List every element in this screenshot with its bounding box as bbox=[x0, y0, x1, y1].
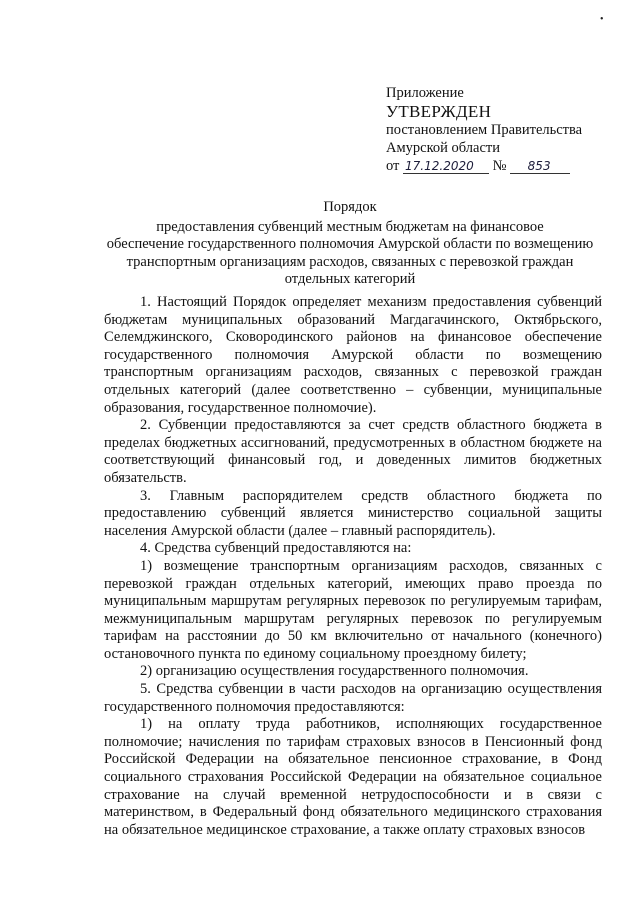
title-line-1: предоставления субвенций местным бюджетам на финансовое bbox=[156, 218, 544, 235]
approval-date: 17.12.2020 bbox=[403, 159, 489, 174]
paragraph: 1) возмещение транспортным организациям расходов, связанных с перевозкой граждан отдельных категорий, имеющих право проезда по муниципальным маршрутам регулярных перевозок по регулируемым тарифам, межмуниципальным маршрутам регулярных перевозок по регулируемым тарифам на расстоянии до 50 км включительно от начального (конечного) остановочного пункта по единому социальному проездному билету; bbox=[104, 557, 602, 662]
approval-block bbox=[386, 84, 582, 175]
paragraph: 1. Настоящий Порядок определяет механизм предоставления субвенций бюджетам муниципальных образований Магдагачинского, Октябрьского, Селемджинского, Сковородинского районов на финансовое обеспечение государственного полномочия Амурской области по возмещению транспортным организациям расходов, связанных с перевозкой граждан отдельных категорий (далее соответственно – субвенции, муниципальные образования, государственное полномочие). bbox=[104, 294, 602, 416]
paragraph: 2. Субвенции предоставляются за счет средств областного бюджета в пределах бюджетных ассигнований, предусмотренных в областном бюджете на соответствующий финансовый год, и доведенных лимитов бюджетных обязательств. bbox=[104, 417, 602, 486]
approval-approved: УТВЕРЖДЕН bbox=[386, 102, 492, 121]
approval-from-label: от bbox=[386, 158, 400, 174]
paragraph: 5. Средства субвенции в части расходов на организацию осуществления государственного полномочия предоставляются: bbox=[104, 681, 602, 715]
approval-number-label: № bbox=[492, 158, 507, 174]
approval-number: 853 bbox=[510, 159, 570, 174]
approval-date-row bbox=[386, 157, 582, 175]
title-line-4: отдельных категорий bbox=[284, 271, 416, 287]
title-line-2: обеспечение государственного полномочия Амурской области по возмещению bbox=[106, 236, 594, 252]
title-heading: Порядок bbox=[323, 199, 377, 215]
approval-appendix: Приложение bbox=[386, 85, 464, 101]
paragraph: 2) организацию осуществления государственного полномочия. bbox=[140, 663, 529, 680]
scan-mark: • bbox=[600, 14, 604, 25]
title-line-3: транспортным организациям расходов, связанных с перевозкой граждан bbox=[126, 253, 574, 270]
paragraph: 4. Средства субвенций предоставляются на: bbox=[140, 540, 412, 557]
paragraph: 1) на оплату труда работников, исполняющих государственное полномочие; начисления по тарифам страховых взносов в Пенсионный фонд Российской Федерации на обязательное пенсионное страхование, в Фонд социального страхования Российской Федерации на обязательное социальное страхование на случай временной нетрудоспособности и в связи с материнством, в Федеральный фонд обязательного медицинского страхования на обязательное медицинское страхование, а также оплату страховых взносов bbox=[104, 716, 602, 838]
approval-resolution: постановлением Правительства bbox=[386, 122, 583, 138]
document-title bbox=[80, 199, 620, 289]
approval-region: Амурской области bbox=[386, 140, 500, 156]
paragraph: 3. Главным распорядителем средств областного бюджета по предоставлению субвенций является министерство социальной защиты населения Амурской области (далее – главный распорядитель). bbox=[104, 487, 602, 539]
document-body bbox=[104, 294, 602, 839]
